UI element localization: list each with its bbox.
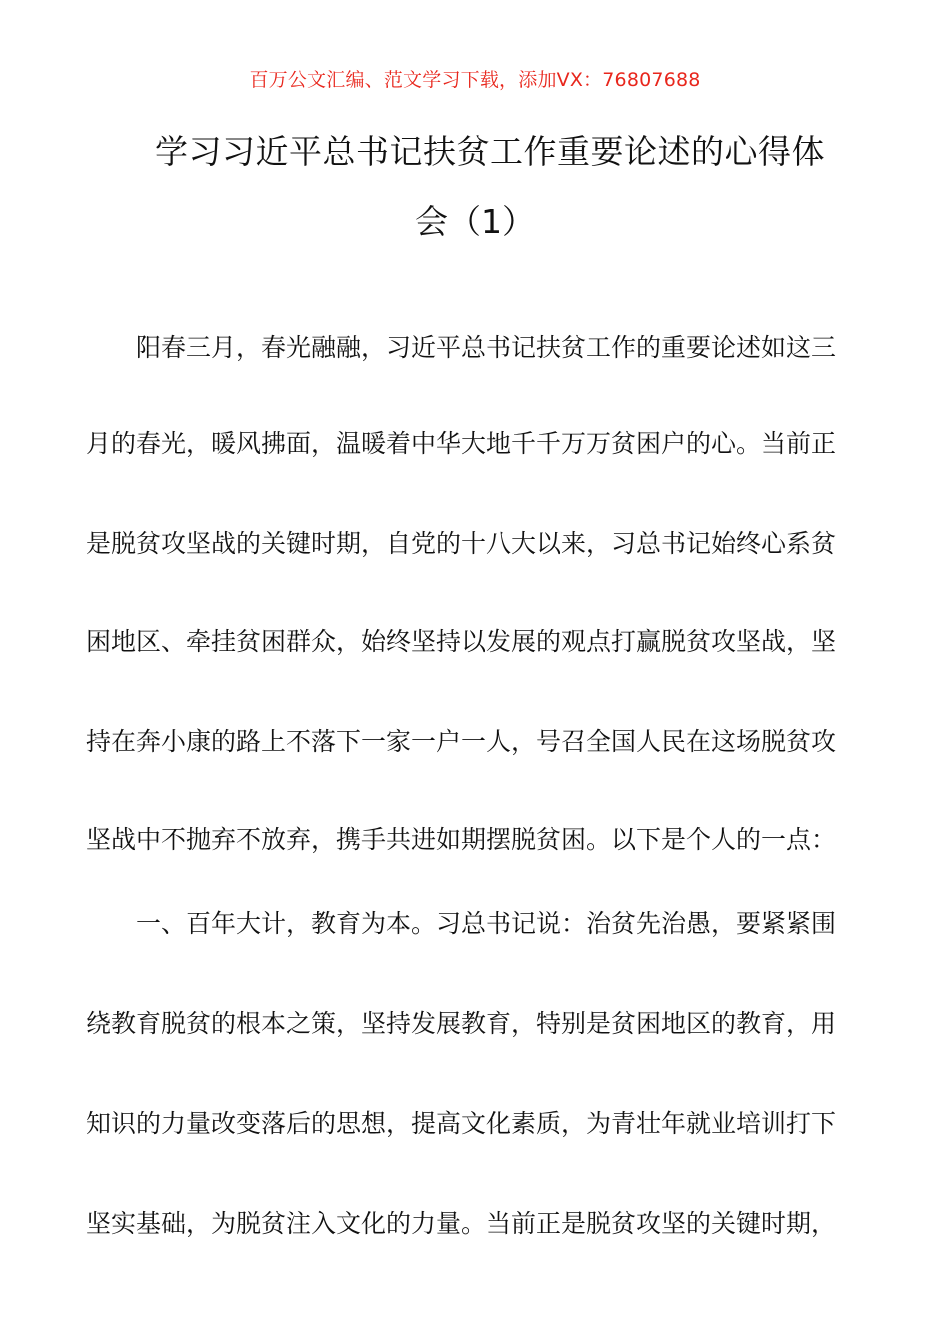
paragraph-2-line-1: 一、百年大计，教育为本。习总书记说：治贫先治愚，要紧紧围	[136, 909, 837, 938]
paragraph-1-line-6: 坚战中不抛弃不放弃，携手共进如期摆脱贫困。以下是个人的一点：	[86, 825, 837, 854]
paragraph-1-line-1: 阳春三月，春光融融，习近平总书记扶贫工作的重要论述如这三	[136, 333, 837, 362]
paragraph-1-line-5: 持在奔小康的路上不落下一家一户一人，号召全国人民在这场脱贫攻	[86, 727, 837, 756]
paragraph-1-line-4: 困地区、牵挂贫困群众，始终坚持以发展的观点打赢脱贫攻坚战，坚	[86, 627, 837, 656]
document-title-line-2: 会（1）	[415, 202, 535, 241]
header-note: 百万公文汇编、范文学习下载，添加VX：76807688	[249, 69, 701, 91]
paragraph-1-line-3: 是脱贫攻坚战的关键时期，自党的十八大以来，习总书记始终心系贫	[86, 529, 837, 558]
paragraph-1-line-2: 月的春光，暖风拂面，温暖着中华大地千千万万贫困户的心。当前正	[86, 429, 837, 458]
paragraph-2-line-2: 绕教育脱贫的根本之策，坚持发展教育，特别是贫困地区的教育，用	[86, 1009, 837, 1038]
document-title-line-1: 学习习近平总书记扶贫工作重要论述的心得体	[155, 132, 825, 171]
paragraph-2-line-4: 坚实基础，为脱贫注入文化的力量。当前正是脱贫攻坚的关键时期，	[86, 1209, 837, 1238]
paragraph-2-line-3: 知识的力量改变落后的思想，提高文化素质，为青壮年就业培训打下	[86, 1109, 837, 1138]
